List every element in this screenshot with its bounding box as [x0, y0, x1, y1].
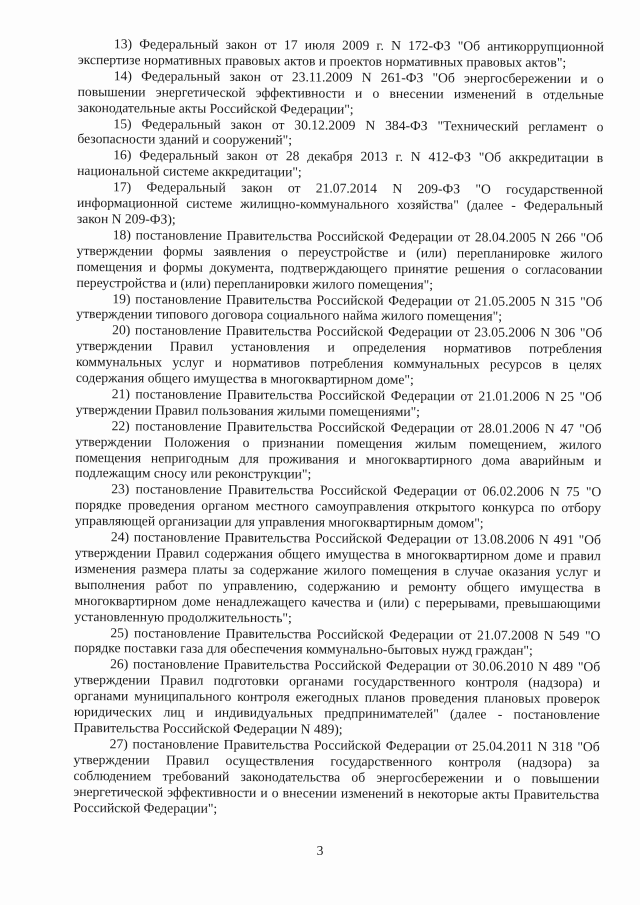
document-body [73, 36, 604, 819]
list-item-21: 21) постановление Правительства Российской Федерации от 21.01.2006 N 25 "Об утверждении Правил пользования жилыми помещениями"; [75, 386, 602, 419]
list-item-26: 26) постановление Правительства Российской Федерации от 30.06.2010 N 489 "Об утверждении Правил подготовки органами государственного контроля (надзора) и органами муниципального контроля ежегодных планов проведения плановых проверок юридических лиц и индивидуальных предпринимателей" (далее - постановление Правительства Российской Федерации N 489); [73, 656, 601, 737]
list-item-19: 19) постановление Правительства Российской Федерации от 21.05.2005 N 315 "Об утверждении типового договора социального найма жилого помещения"; [76, 290, 603, 325]
list-item-27: 27) постановление Правительства Российской Федерации от 25.04.2011 N 318 "Об утверждении Правил осуществления государственного контроля (надзора) за соблюдением требований законодательства об энергосбережении и о повышении энергетической эффективности и о внесении изменений в некоторые акты Правительства Российской Федерации"; [73, 736, 600, 816]
list-item-14: 14) Федеральный закон от 23.11.2009 N 261-ФЗ "Об энергосбережении и о повышении энергетической эффективности и о внесении изменений в отдельные законодательные акты Российской Федерации"; [77, 68, 604, 117]
list-item-20: 20) постановление Правительства Российской Федерации от 23.05.2006 N 306 "Об утверждении Правил установления и определения нормативов потребления коммунальных услуг и нормативов потребления коммунальных ресурсов в целях содержания общего имущества в многоквартирном доме"; [75, 322, 603, 388]
page-number: 3 [316, 843, 324, 858]
list-item-18: 18) постановление Правительства Российской Федерации от 28.04.2005 N 266 "Об утверждении формы заявления о переустройстве и (или) перепланировке жилого помещения и формы документа, подтверждающего принятие решения о согласовании переустройства и (или) перепланировки жилого помещения"; [76, 227, 603, 292]
list-item-16: 16) Федеральный закон от 28 декабря 2013 г. N 412-ФЗ "Об аккредитации в национальной системе аккредитации"; [77, 147, 604, 180]
list-item-17: 17) Федеральный закон от 21.07.2014 N 209-ФЗ "О государственной информационной системе жилищно-коммунального хозяйства" (далее - Федеральный закон N 209-ФЗ); [76, 179, 604, 227]
list-item-22: 22) постановление Правительства Российской Федерации от 28.01.2006 N 47 "Об утверждении Положения о признании помещения жилым помещением, жилого помещения непригодным для проживания и многоквартирного дома аварийным и подлежащим сносу или реконструкции"; [75, 417, 602, 482]
list-item-24: 24) постановление Правительства Российской Федерации от 13.08.2006 N 491 "Об утверждении Правил содержания общего имущества в многоквартирном доме и правил изменения размера платы за содержание жилого помещения в случае оказания услуг и выполнения работ по управлению, содержанию и ремонту общего имущества в многоквартирном доме ненадлежащего качества и (или) с перерывами, превышающими установленную продолжительность"; [74, 529, 601, 625]
list-item-25: 25) постановление Правительства Российской Федерации от 21.07.2008 N 549 "О порядке поставки газа для обеспечения коммунально-бытовых нужд граждан"; [74, 624, 601, 659]
list-item-23: 23) постановление Правительства Российской Федерации от 06.02.2006 N 75 "О порядке проведения органом местного самоуправления открытого конкурса по отбору управляющей организации для управления многоквартирным домом"; [74, 481, 602, 531]
list-item-15: 15) Федеральный закон от 30.12.2009 N 384-ФЗ "Технический регламент о безопасности зданий и сооружений"; [77, 115, 604, 148]
list-item-13: 13) Федеральный закон от 17 июля 2009 г. N 172-ФЗ "Об антикоррупционной экспертизе нормативных правовых актов и проектов нормативных правовых актов"; [77, 36, 604, 70]
